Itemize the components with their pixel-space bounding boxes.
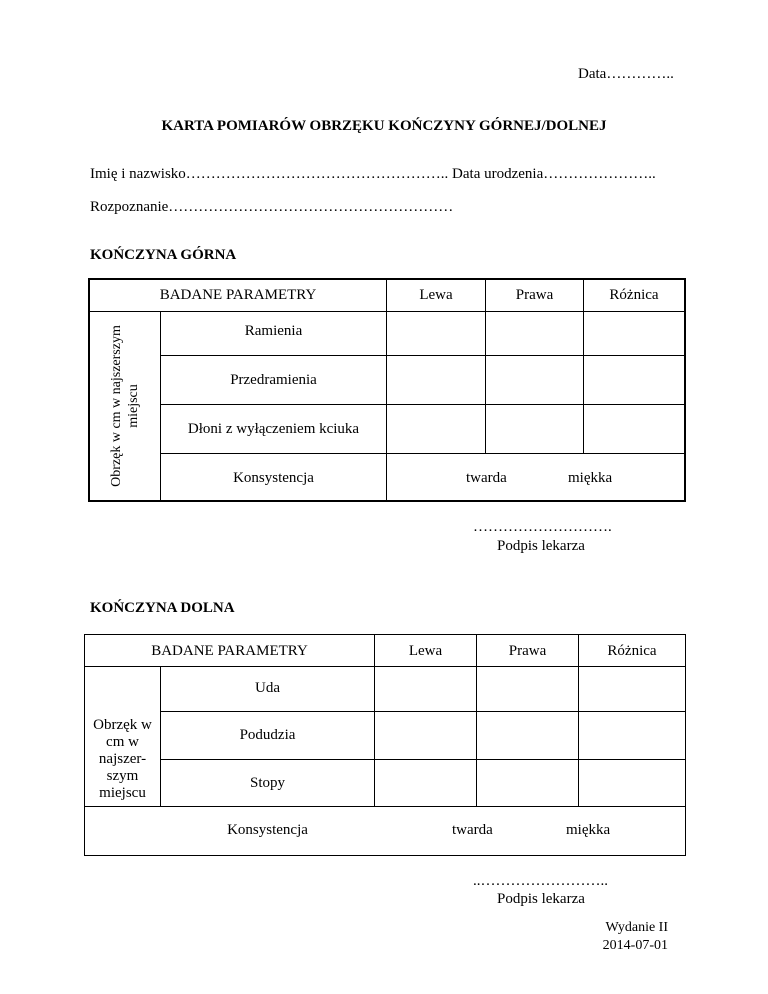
edition-date: 2014-07-01 xyxy=(602,938,668,953)
lower-row-thigh: Uda xyxy=(255,680,280,696)
name-birthdate-line: Imię i nazwisko…………………………………………….. Data urodzenia………………….. xyxy=(90,166,656,182)
lower-option-hard: twarda xyxy=(452,822,493,838)
lower-col-left: Lewa xyxy=(408,643,443,659)
lower-side-label: Obrzęk w cm w najszer- szym miejscu xyxy=(93,717,152,801)
edition-label: Wydanie II xyxy=(605,920,668,935)
lower-col-diff: Różnica xyxy=(607,643,657,659)
upper-row-hand: Dłoni z wyłączeniem kciuka xyxy=(187,421,360,437)
diagnosis-line: Rozpoznanie………………………………………………… xyxy=(90,199,454,215)
page-title: KARTA POMIARÓW OBRZĘKU KOŃCZYNY GÓRNEJ/DOLNEJ xyxy=(161,118,607,134)
upper-row-consistency: Konsystencja xyxy=(233,470,314,486)
lower-row-foot: Stopy xyxy=(249,775,285,791)
upper-col-right: Prawa xyxy=(515,287,554,303)
lower-row-consistency: Konsystencja xyxy=(227,822,308,838)
upper-col-diff: Różnica xyxy=(609,287,659,303)
lower-signature-dots: ..…………………….. xyxy=(473,873,608,889)
lower-row-shin: Podudzia xyxy=(239,727,296,743)
lower-option-soft: miękka xyxy=(566,822,611,838)
upper-side-label: Obrzęk w cm w najszerszym miejscu xyxy=(109,325,141,487)
lower-col-right: Prawa xyxy=(508,643,547,659)
date-field: Data………….. xyxy=(578,66,674,82)
upper-option-hard: twarda xyxy=(466,470,507,486)
upper-row-arm: Ramienia xyxy=(244,323,303,339)
upper-col-params: BADANE PARAMETRY xyxy=(159,287,317,303)
upper-row-forearm: Przedramienia xyxy=(230,372,317,388)
upper-col-left: Lewa xyxy=(419,287,453,303)
upper-option-soft: miękka xyxy=(568,470,613,486)
upper-limb-heading: KOŃCZYNA GÓRNA xyxy=(90,247,237,263)
lower-signature-label: Podpis lekarza xyxy=(497,891,585,907)
upper-signature-dots: ………………………. xyxy=(473,519,612,535)
upper-signature-label: Podpis lekarza xyxy=(497,538,585,554)
lower-col-params: BADANE PARAMETRY xyxy=(151,643,308,659)
lower-limb-heading: KOŃCZYNA DOLNA xyxy=(90,600,235,616)
